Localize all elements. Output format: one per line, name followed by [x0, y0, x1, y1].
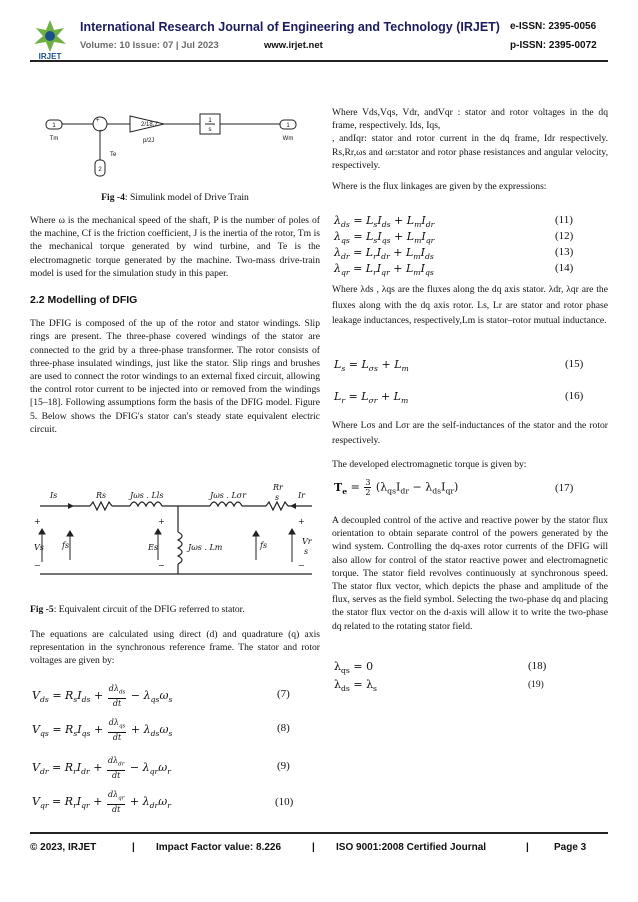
fig4-simulink-diagram [40, 108, 300, 180]
inport-tm-label: Tm [49, 136, 59, 142]
footer-copyright: © 2023, IRJET [30, 842, 97, 853]
section-heading: 2.2 Modelling of DFIG [30, 294, 138, 307]
label-vr-num: Vr [302, 537, 312, 546]
plus-vr: + [298, 517, 305, 526]
equation-19: $\lambda_{ds} = \lambda_s$ [334, 678, 377, 694]
label-es: Es [148, 543, 158, 552]
left-para-2: The DFIG is composed of the up of the rotor and stator windings. Slip rings are present. The three-phase covered windings of the stator are connected to the grid by a three-phase transformer. The rotor consists of three-phase insulated windings, just like the stator. Slip rings and brushes are used to connect the rotor windings to an external fixed circuit, allowing the control rotor current to be injected into or removed from the windings [15–18]. Following assumptions form the basis of the DFIG model. Figure 5. Below shows the DFIG's stator can's steady state equivalent electric circuit. [30, 318, 320, 435]
equation-13: $\lambda_{dr} = L_rI_{dr} + L_mI_{ds}$ [334, 246, 434, 262]
plus-es: + [158, 517, 165, 526]
label-fs1: fs [62, 541, 70, 550]
right-para-4: Where Lσs and Lσr are the self-inductances of the stator and the rotor respectively. [332, 420, 608, 446]
right-para-1b: , andIqr: stator and rotor current in the dq frame, Idr respectively. Rs,Rr,ωs and ωr:stator and rotor phase resistances and angular velocity, respectively. [332, 133, 608, 171]
label-fs2: fs [260, 541, 268, 550]
integrator-num: 1 [208, 118, 212, 124]
eq-number-15: (15) [565, 358, 584, 370]
label-is: Is [50, 491, 58, 500]
footer-impact: Impact Factor value: 8.226 [156, 842, 282, 853]
svg-text:−: − [99, 128, 103, 134]
right-para-2: Where is the flux linkages are given by the expressions: [332, 181, 547, 193]
minus-vs: − [34, 561, 41, 570]
footer-rule [30, 832, 608, 834]
equation-7: $V_{ds} = R_sI_{ds}$ + $\frac{d\lambda_{ds}}{dt}$ − $\lambda_{qs}\omega_s$ [32, 684, 173, 708]
eq-number-16: (16) [565, 390, 584, 402]
left-para-3: The equations are calculated using direct (d) and quadrature (q) axis representation in the synchronous reference frame. The stator and rotor voltages are given by: [30, 629, 320, 667]
eq-number-18: (18) [528, 660, 547, 672]
footer-sep-3: | [526, 842, 529, 853]
fig5-caption: Fig -5: Equivalent circuit of the DFIG referred to stator. [30, 604, 245, 615]
equation-11: $\lambda_{ds} = L_sI_{ds} + L_mI_{dr}$ [334, 214, 435, 230]
plus-vs: + [34, 517, 41, 526]
eq-number-10: (10) [275, 796, 294, 808]
footer-page: Page 3 [554, 842, 587, 853]
fig4-caption: Fig -4: Simulink model of Drive Train [101, 192, 249, 203]
logo-text: IRJET [38, 52, 62, 60]
eq-number-11: (11) [555, 214, 573, 226]
eq-number-13: (13) [555, 246, 574, 258]
eq-number-7: (7) [277, 688, 290, 700]
right-para-5: The developed electromagnetic torque is given by: [332, 459, 527, 470]
equation-8: $V_{qs} = R_sI_{qs}$ + $\frac{d\lambda_{qs}}{dt}$ + $\lambda_{ds}\omega_s$ [32, 718, 173, 742]
inport-te-label: Te [110, 152, 117, 158]
equation-9: $V_{dr} = R_rI_{dr}$ + $\frac{d\lambda_{dr}}{dt}$ − $\lambda_{qr}\omega_r$ [32, 756, 171, 780]
left-column [30, 214, 320, 444]
label-lls: Jωs . Lls [130, 491, 164, 500]
inport-te-number: 2 [98, 167, 102, 173]
label-rr-den: s [275, 493, 280, 502]
gain-label: p/2J [143, 138, 155, 144]
header-rule [30, 60, 608, 62]
minus-es: − [158, 561, 165, 570]
label-lm: Jωs . Lm [188, 543, 223, 552]
outport-number: 1 [286, 123, 290, 129]
equation-16: $L_r = L_{\sigma r} + L_m$ [334, 390, 409, 406]
eq-number-14: (14) [555, 262, 574, 274]
inport-tm-number: 1 [52, 123, 56, 129]
right-column-top [332, 106, 608, 201]
equation-14: $\lambda_{qr} = L_rI_{qr} + L_mI_{qs}$ [334, 262, 434, 278]
irjet-logo [30, 16, 70, 60]
equation-15: $L_s = L_{\sigma s} + L_m$ [334, 358, 409, 374]
eq-number-17: (17) [555, 482, 574, 494]
equation-12: $\lambda_{qs} = L_sI_{qs} + L_mI_{qr}$ [334, 230, 435, 246]
label-rr-num: Rr [273, 484, 283, 492]
equation-18: $\lambda_{qs} = 0$ [334, 660, 374, 676]
label-ir: Ir [298, 491, 305, 500]
right-para-3: Where λds , λqs are the fluxes along the dq axis stator. λdr, λqr are the fluxes along with the dq axis rotor. Ls, Lr are stator and rotor phase leakage inductances, respectively,Lm is stator–rotor mutual inductance. [332, 284, 608, 326]
right-para-1a: Where Vds,Vqs, Vdr, andVqr : stator and rotor voltages in the dq frame, respectively. Ids, Iqs, [332, 107, 608, 132]
label-vs: Vs [34, 543, 44, 552]
eq-number-19: (19) [528, 680, 544, 690]
eissn: e-ISSN: 2395-0056 [510, 21, 597, 32]
right-para-6: A decoupled control of the active and reactive power by the stator flux orientation to obtain separate control of the powers generated by the wind system. Controlling the dq-axes rotor currents of the DFIG will also allow for control of the stator reactive power and electromagnetic torque. The stator field revolves continuously at synchronous speed. The stator flux vector, which depicts the phase and amplitude of the flux, serves as the field symbol. Selecting the two-phase dq and placing the stator flux vector on the d-axis will allow it to write the two-phase dq related to the rotating stator field. [332, 515, 608, 632]
integrator-den: s [208, 127, 212, 133]
volume-issue: Volume: 10 Issue: 07 | Jul 2023 [80, 40, 219, 51]
eq-number-8: (8) [277, 722, 290, 734]
equation-17: $T_e$ = $\frac{3}{2}$ $(\lambda_{qs}I_{dr} - \lambda_{ds}I_{qr})$ [334, 478, 459, 497]
label-vr-den: s [304, 547, 309, 556]
left-para-1: Where ω is the mechanical speed of the shaft, P is the number of poles of the machine, Cf is the friction coefficient, J is the inertia of the rotor, Tm is the mechanical torque generated by wind turbine, and Te is the electromagnetic torque generated by the machine. Two-mass drive-train model is used for the simulation study in this paper. [30, 215, 320, 279]
fig5-equivalent-circuit [30, 484, 322, 584]
minus-vr: − [298, 561, 305, 570]
label-rs: Rs [96, 491, 107, 500]
footer-sep-2: | [312, 842, 315, 853]
pissn: p-ISSN: 2395-0072 [510, 40, 597, 51]
equation-10: $V_{qr} = R_rI_{qr}$ + $\frac{d\lambda_{qr}}{dt}$ + $\lambda_{dr}\omega_r$ [32, 790, 171, 814]
gain-value: 2/18.7 [141, 122, 158, 128]
footer-iso: ISO 9001:2008 Certified Journal [336, 842, 487, 853]
label-llr: Jωs . Lσr [210, 491, 247, 500]
eq-number-9: (9) [277, 760, 290, 772]
website[interactable]: www.irjet.net [264, 40, 323, 51]
footer-sep-1: | [132, 842, 135, 853]
journal-title: International Research Journal of Engineering and Technology (IRJET) [80, 20, 500, 34]
svg-text:+: + [96, 118, 100, 124]
outport-label: Wm [282, 136, 294, 142]
eq-number-12: (12) [555, 230, 574, 242]
